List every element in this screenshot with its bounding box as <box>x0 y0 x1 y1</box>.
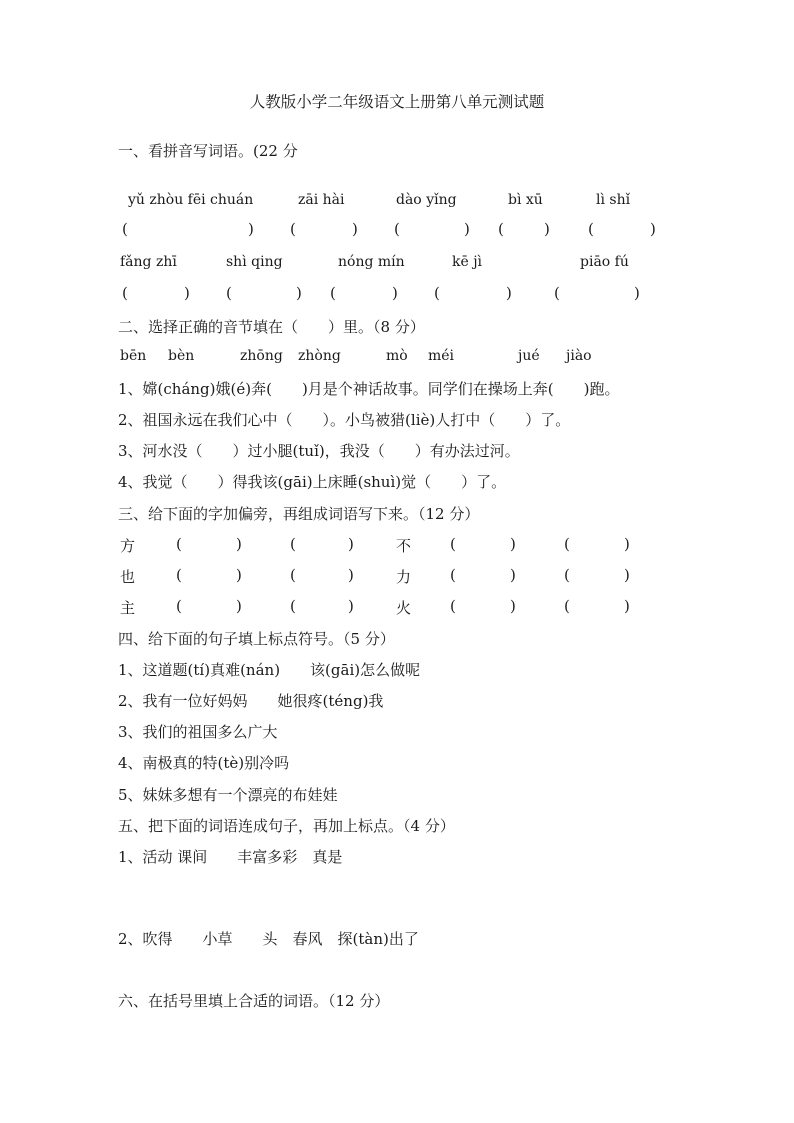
pinyin-4: bì xū <box>508 192 543 208</box>
answer-paren: ) <box>184 284 190 302</box>
section1-heading: 一、看拼音写词语。(22 分 <box>118 142 298 160</box>
answer-paren: ) <box>248 220 254 238</box>
syllable: méi <box>428 348 455 364</box>
answer-paren[interactable]: ( <box>564 566 570 584</box>
answer-paren[interactable]: ( <box>450 597 456 615</box>
answer-paren: ) <box>510 566 516 584</box>
answer-paren[interactable]: ( <box>176 566 182 584</box>
radical-char-3: 主 <box>120 599 136 617</box>
answer-paren[interactable]: ( <box>176 597 182 615</box>
page-title: 人教版小学二年级语文上册第八单元测试题 <box>249 93 545 111</box>
answer-paren[interactable]: ( <box>564 535 570 553</box>
section4-heading: 四、给下面的句子填上标点符号。（5 分） <box>118 630 395 648</box>
answer-paren[interactable]: ( <box>290 220 296 238</box>
answer-paren: ) <box>624 535 630 553</box>
syllable: zhōng <box>240 348 283 364</box>
answer-paren[interactable]: ( <box>450 535 456 553</box>
answer-paren[interactable]: ( <box>176 535 182 553</box>
answer-paren: ) <box>634 284 640 302</box>
answer-paren[interactable]: ( <box>394 220 400 238</box>
s4-question-2: 2、我有一位好妈妈 她很疼(téng)我 <box>118 692 384 710</box>
answer-paren: ) <box>296 284 302 302</box>
answer-paren[interactable]: ( <box>588 220 594 238</box>
section2-heading: 二、选择正确的音节填在（ ）里。（8 分） <box>118 318 425 336</box>
s5-question-2: 2、吹得 小草 头 春风 探(tàn)出了 <box>118 930 419 948</box>
pinyin-6: fǎng zhī <box>120 254 177 270</box>
pinyin-7: shì qing <box>226 254 283 270</box>
answer-paren[interactable]: ( <box>226 284 232 302</box>
radical-char-6: 火 <box>396 599 412 617</box>
s2-question-3: 3、河水没（ ）过小腿(tuǐ)，我没（ ）有办法过河。 <box>118 442 520 460</box>
s4-question-5: 5、妹妹多想有一个漂亮的布娃娃 <box>118 786 338 804</box>
radical-char-4: 不 <box>396 537 412 555</box>
answer-paren[interactable]: ( <box>290 597 296 615</box>
answer-paren[interactable]: ( <box>450 566 456 584</box>
answer-paren: ) <box>544 220 550 238</box>
radical-char-5: 力 <box>396 568 412 586</box>
syllable: zhòng <box>298 348 341 364</box>
pinyin-5: lì shǐ <box>596 192 631 208</box>
answer-paren: ) <box>624 566 630 584</box>
syllable: bēn <box>120 348 147 364</box>
answer-paren: ) <box>352 220 358 238</box>
answer-paren[interactable]: ( <box>122 284 128 302</box>
answer-paren: ) <box>392 284 398 302</box>
syllable: jiào <box>566 348 592 364</box>
answer-paren: ) <box>348 566 354 584</box>
s4-question-4: 4、南极真的特(tè)别冷吗 <box>118 754 290 772</box>
s4-question-3: 3、我们的祖国多么广大 <box>118 723 278 741</box>
s5-question-1: 1、活动 课间 丰富多彩 真是 <box>118 848 343 866</box>
answer-paren[interactable]: ( <box>564 597 570 615</box>
pinyin-10: piāo fú <box>580 254 629 270</box>
answer-paren: ) <box>464 220 470 238</box>
syllable: jué <box>518 348 540 364</box>
s4-question-1: 1、这道题(tí)真难(nán) 该(gāi)怎么做呢 <box>118 661 421 679</box>
pinyin-8: nóng mín <box>338 254 405 270</box>
answer-paren[interactable]: ( <box>554 284 560 302</box>
answer-paren[interactable]: ( <box>290 535 296 553</box>
s2-question-1: 1、嫦(cháng)娥(é)奔( )月是个神话故事。同学们在操场上奔( )跑。 <box>118 380 620 398</box>
answer-paren: ) <box>506 284 512 302</box>
answer-paren[interactable]: ( <box>122 220 128 238</box>
answer-paren[interactable]: ( <box>498 220 504 238</box>
s2-question-2: 2、祖国永远在我们心中（ ）。小鸟被猎(liè)人打中（ ）了。 <box>118 411 571 429</box>
answer-paren: ) <box>510 597 516 615</box>
answer-paren[interactable]: ( <box>330 284 336 302</box>
pinyin-2: zāi hài <box>298 192 345 208</box>
answer-paren[interactable]: ( <box>290 566 296 584</box>
section3-heading: 三、给下面的字加偏旁，再组成词语写下来。（12 分） <box>118 505 480 523</box>
pinyin-1: yǔ zhòu fēi chuán <box>128 192 254 208</box>
section6-heading: 六、在括号里填上合适的词语。（12 分） <box>118 992 390 1010</box>
syllable: mò <box>386 348 408 364</box>
answer-paren: ) <box>348 597 354 615</box>
pinyin-3: dào yǐng <box>396 192 457 208</box>
radical-char-2: 也 <box>120 568 136 586</box>
answer-paren: ) <box>236 535 242 553</box>
syllable: bèn <box>168 348 195 364</box>
pinyin-9: kē jì <box>452 254 483 270</box>
answer-paren: ) <box>236 597 242 615</box>
s2-question-4: 4、我觉（ ）得我该(gāi)上床睡(shuì)觉（ ）了。 <box>118 473 507 491</box>
answer-paren: ) <box>510 535 516 553</box>
answer-paren: ) <box>624 597 630 615</box>
answer-paren[interactable]: ( <box>434 284 440 302</box>
radical-char-1: 方 <box>120 537 136 555</box>
answer-paren: ) <box>650 220 656 238</box>
section5-heading: 五、把下面的词语连成句子，再加上标点。（4 分） <box>118 817 455 835</box>
answer-paren: ) <box>236 566 242 584</box>
answer-paren: ) <box>348 535 354 553</box>
